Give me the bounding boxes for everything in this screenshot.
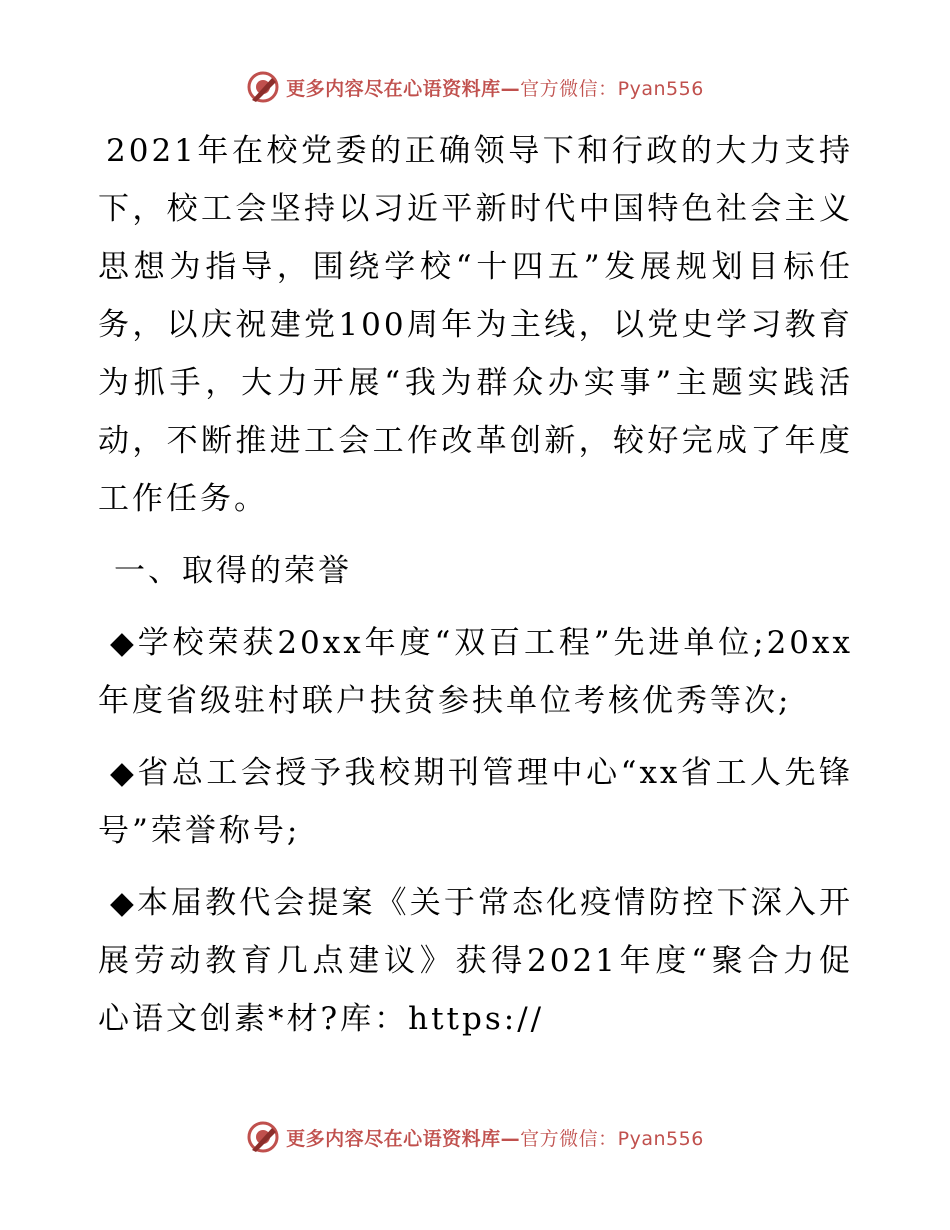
document-body	[98, 122, 853, 1048]
honor-item: ◆省总工会授予我校期刊管理中心“xx省工人先锋号”荣誉称号;	[98, 755, 853, 849]
honor-item: ◆学校荣获20xx年度“双百工程”先进单位;20xx年度省级驻村联户扶贫参扶单位考核优秀等次;	[98, 625, 853, 719]
pen-logo-icon	[246, 1120, 280, 1154]
section-heading: 一、取得的荣誉	[114, 553, 352, 589]
banner-text: 更多内容尽在心语资料库—官方微信：Pyan556	[286, 1127, 704, 1150]
header-banner	[0, 70, 950, 104]
banner-text: 更多内容尽在心语资料库—官方微信：Pyan556	[286, 77, 704, 100]
footer-banner	[0, 1120, 950, 1154]
pen-logo-icon	[246, 70, 280, 104]
honor-item: ◆本届教代会提案《关于常态化疫情防控下深入开展劳动教育几点建议》获得2021年度“聚合力促心语文创素*材?库：https://	[98, 885, 853, 1037]
intro-paragraph: 2021年在校党委的正确领导下和行政的大力支持下，校工会坚持以习近平新时代中国特色社会主义思想为指导，围绕学校“十四五”发展规划目标任务，以庆祝建党100周年为主线，以党史学习教育为抓手，大力开展“我为群众办实事”主题实践活动，不断推进工会工作改革创新，较好完成了年度工作任务。	[98, 133, 853, 517]
